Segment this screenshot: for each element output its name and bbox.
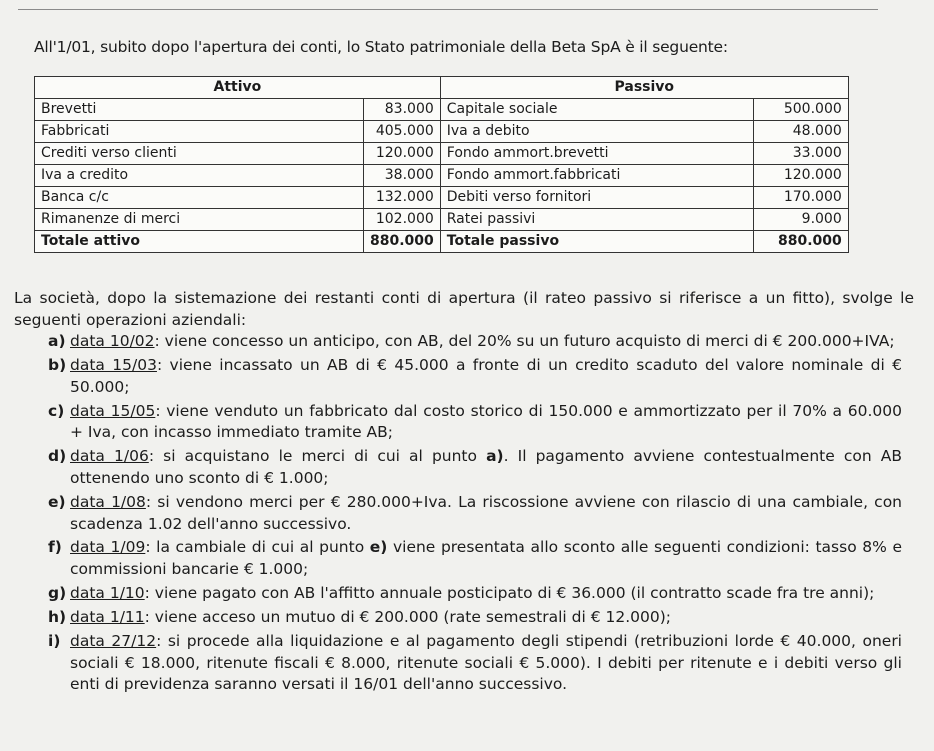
asset-value: 102.000: [364, 209, 441, 231]
intro-text: All'1/01, subito dopo l'apertura dei conti, lo Stato patrimoniale della Beta SpA è il seguente:: [34, 38, 728, 56]
operation-letter: i): [48, 632, 61, 651]
operation-text: : viene concesso un anticipo, con AB, del 20% su un futuro acquisto di merci di € 200.000+IVA;: [154, 332, 895, 351]
operation-letter: g): [48, 584, 67, 603]
operation-date: data 1/09: [70, 538, 146, 557]
total-liabilities-label: Totale passivo: [440, 231, 753, 253]
operation-text: : si acquistano le merci di cui al punto: [148, 447, 487, 466]
operation-date: data 10/02: [70, 332, 155, 351]
operation-letter: c): [48, 401, 65, 420]
asset-value: 120.000: [364, 143, 441, 165]
table-row: [35, 143, 849, 165]
operation-letter: a): [48, 332, 66, 351]
operation-letter: e): [48, 492, 66, 511]
header-liabilities: Passivo: [440, 77, 848, 99]
operation-letter: b): [48, 356, 67, 375]
total-assets-value: 880.000: [364, 231, 441, 253]
operation-text: : viene acceso un mutuo di € 200.000 (rate semestrali di € 12.000);: [144, 608, 671, 627]
operation-reference: e): [369, 538, 388, 557]
operation-text: : viene pagato con AB l'affitto annuale posticipato di € 36.000 (il contratto scade fra tre anni);: [144, 584, 875, 603]
asset-name: Fabbricati: [35, 121, 364, 143]
header-assets: Attivo: [35, 77, 441, 99]
top-rule: [18, 9, 878, 10]
liability-value: 500.000: [753, 99, 848, 121]
asset-name: Rimanenze di merci: [35, 209, 364, 231]
liability-value: 48.000: [753, 121, 848, 143]
liability-name: Fondo ammort.brevetti: [440, 143, 753, 165]
asset-value: 132.000: [364, 187, 441, 209]
liability-name: Capitale sociale: [440, 99, 753, 121]
operation-text-cont: viene presentata allo sconto alle seguenti condizioni: tasso 8% e commissioni bancarie € 1.000;: [70, 538, 902, 579]
operation-date: data 15/05: [70, 401, 156, 420]
liability-name: Debiti verso fornitori: [440, 187, 753, 209]
liability-value: 170.000: [753, 187, 848, 209]
liability-value: 33.000: [753, 143, 848, 165]
operation-letter: f): [48, 538, 62, 557]
table-total-row: [35, 231, 849, 253]
table-row: [35, 99, 849, 121]
table-row: [35, 209, 849, 231]
operations-intro: La società, dopo la sistemazione dei restanti conti di apertura (il rateo passivo si riferisce a un fitto), svolge le seguenti operazioni aziendali:: [14, 289, 914, 329]
operation-text: : la cambiale di cui al punto: [145, 538, 370, 557]
operation-text: : si procede alla liquidazione e al pagamento degli stipendi (retribuzioni lorde € 40.000, oneri sociali € 18.000, ritenute fiscali € 8.000, ritenute sociali € 5.000). I debiti per ritenute e i debiti verso gli enti di previdenza saranno versati il 16/01 dell'anno successivo.: [70, 632, 902, 694]
operation-text-cont: . Il pagamento avviene contestualmente con AB ottenendo uno sconto di € 1.000;: [70, 447, 903, 487]
liability-value: 120.000: [753, 165, 848, 187]
asset-value: 38.000: [364, 165, 441, 187]
operation-letter: d): [48, 447, 67, 466]
operation-date: data 1/08: [70, 492, 146, 511]
operation-date: data 27/12: [70, 632, 157, 651]
operation-letter: h): [48, 608, 67, 627]
total-liabilities-value: 880.000: [753, 231, 848, 253]
table-row: [35, 187, 849, 209]
operation-item: [0, 446, 934, 489]
operation-date: data 1/06: [70, 447, 149, 466]
asset-name: Iva a credito: [35, 165, 364, 187]
asset-name: Banca c/c: [35, 187, 364, 209]
table-row: [35, 121, 849, 143]
operations-list: [0, 331, 934, 696]
operation-date: data 1/11: [70, 608, 145, 627]
total-assets-label: Totale attivo: [35, 231, 364, 253]
operation-reference: a): [486, 447, 504, 466]
operation-item: [0, 331, 934, 353]
asset-value: 405.000: [364, 121, 441, 143]
liability-name: Iva a debito: [440, 121, 753, 143]
asset-name: Crediti verso clienti: [35, 143, 364, 165]
balance-sheet-table: [34, 76, 849, 253]
operation-text: : viene incassato un AB di € 45.000 a fronte di un credito scaduto del valore nominale di € 50.000;: [70, 356, 902, 396]
table-header-row: [35, 77, 849, 99]
operation-item: [0, 631, 934, 696]
asset-value: 83.000: [364, 99, 441, 121]
liability-name: Ratei passivi: [440, 209, 753, 231]
liability-value: 9.000: [753, 209, 848, 231]
operation-item: [0, 492, 934, 535]
operation-item: [0, 583, 934, 605]
operation-date: data 1/10: [70, 584, 145, 603]
operation-text: : si vendono merci per € 280.000+Iva. La riscossione avviene con rilascio di una cambiale, con scadenza 1.02 dell'anno successivo.: [70, 492, 902, 533]
operation-date: data 15/03: [70, 356, 157, 375]
operation-item: [0, 401, 934, 444]
exercise-body: [0, 288, 934, 698]
operation-item: [0, 607, 934, 629]
operation-item: [0, 537, 934, 580]
liability-name: Fondo ammort.fabbricati: [440, 165, 753, 187]
asset-name: Brevetti: [35, 99, 364, 121]
table-row: [35, 165, 849, 187]
operation-item: [0, 355, 934, 398]
operation-text: : viene venduto un fabbricato dal costo storico di 150.000 e ammortizzato per il 70% a 60.000 + Iva, con incasso immediato tramite AB;: [70, 401, 902, 442]
